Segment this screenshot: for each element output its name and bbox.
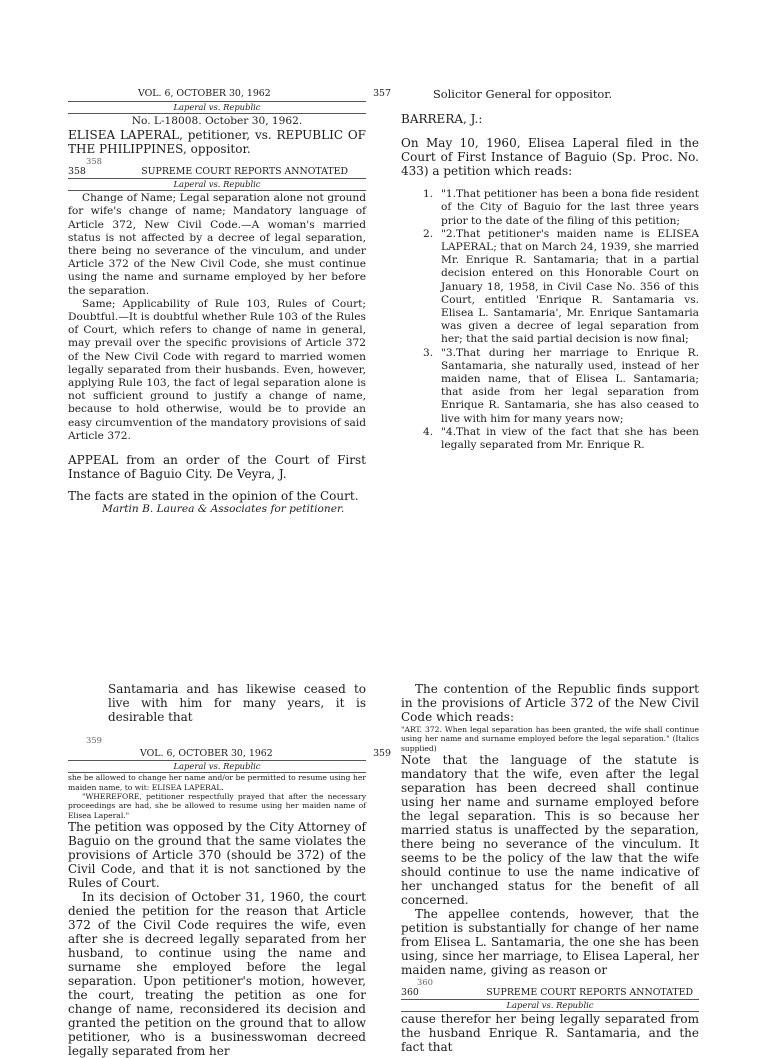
opinion-paragraph: The petition was opposed by the City Attorney of Baguio on the ground that the same violates the provisions of Article 370 (should be 372) of the Civil Code, and that it is not sanctioned by the Rules of Court. [68, 820, 366, 891]
page-marker-358: 358 [86, 156, 102, 167]
opinion-paragraph: The contention of the Republic finds support in the provisions of Article 372 of the New Civil Code which reads: [401, 682, 699, 724]
petition-item: 2. "2.That petitioner's maiden name is ELISEA LAPERAL; that on March 24, 1939, she married Mr. Enrique R. Santamaria; that in a partial decision entered on this Honorable Court on January 18, 1958, in Civil Case No. 356 of this Court, entitled 'Enrique R. Santamaria vs. Elisea L. Santamaria', Mr. Enrique Santamaria was given a decree of legal separation from her; that the said partial decision is now final; [423, 227, 699, 346]
case-parties: ELISEA LAPERAL, petitioner, vs. REPUBLIC OF THE PHILIPPINES, oppositor. [68, 128, 366, 157]
header-page-number: 358 [68, 166, 86, 178]
case-subtitle: Laperal vs. Republic [506, 1000, 594, 1011]
appeal-statement: APPEAL from an order of the Court of First Instance of Baguio City. De Veyra, J. [68, 453, 366, 482]
subtitle-rule [68, 190, 366, 191]
case-number: No. L-18008. October 30, 1962. [131, 115, 303, 127]
bottom-right-column [401, 682, 699, 1054]
header-reporter: SUPREME COURT REPORTS ANNOTATED [141, 166, 348, 178]
petition-item: 4. "4.That in view of the fact that she has been legally separated from Mr. Enrique R. [423, 425, 699, 452]
petition-fine-1: she be allowed to change her name and/or be permitted to resume using her maiden name, to wit: ELISEA LAPERAL. [68, 773, 366, 792]
syllabus-1: Change of Name; Legal separation alone not ground for wife's change of name; Mandatory language of Article 372, New Civil Code.—A woman's married status is not affected by a decree of legal separation, there being no severance of the vinculum, and under Article 372 of the New Civil Code, she must continue using the name and surname employed by her before the separation. [68, 192, 366, 297]
petition-items [423, 188, 699, 452]
counsel-oppositor: Solicitor General for oppositor. [433, 87, 613, 101]
petition-fine-2: "WHEREFORE, petitioner respectfully prayed that after the necessary proceedings are had, she be allowed to resume using her maiden name of Elisea Laperal." [68, 792, 366, 820]
opinion-paragraph: cause therefor her being legally separated from the husband Enrique R. Santamaria, and the fact that [401, 1012, 699, 1055]
case-subtitle: Laperal vs. Republic [173, 761, 261, 772]
header-page-number: 357 [373, 88, 391, 99]
opinion-paragraph: In its decision of October 31, 1960, the court denied the petition for the reason that Article 372 of the Civil Code requires the wife, even after she is decreed legally separated from her husband, to continue using the name and surname she employed before the legal separation. Upon petitioner's motion, however, the court, treating the petition as one for change of name, reconsidered its decision and granted the petition on the ground that to allow petitioner, who is a businesswoman decreed legally separated from her [68, 890, 366, 1058]
opinion-paragraph: Note that the language of the statute is mandatory that the wife, even after the legal separation has been decreed shall continue using her name and surname employed before the legal separation. This is so because her married status is unaffected by the separation, there being no severance of the vinculum. It seems to be the policy of the law that the wife should continue to use the name indicative of her unchanged status for the benefit of all concerned. [401, 753, 699, 908]
syllabus-2: Same; Applicability of Rule 103, Rules of Court; Doubtful.—It is doubtful whether Rule 103 of the Rules of Court, which refers to change of name in general, may prevail over the specific provisions of Article 372 of the New Civil Code with regard to married women legally separated from their husbands. Even, however, applying Rule 103, the fact of legal separation alone is not sufficient ground to justify a change of name, because to hold otherwise, would be to provide an easy circumvention of the mandatory provisions of said Article 372. [68, 297, 366, 442]
page-header-358 [68, 166, 366, 178]
page-header-359 [140, 748, 391, 760]
page-header-357 [138, 88, 391, 100]
header-page-number: 359 [373, 748, 391, 760]
header-volume: VOL. 6, OCTOBER 30, 1962 [140, 748, 273, 760]
facts-statement: The facts are stated in the opinion of the Court. [68, 489, 359, 504]
page-header-360 [401, 987, 699, 999]
opinion-author: BARRERA, J.: [401, 112, 483, 127]
opinion-paragraph: The appellee contends, however, that the petition is substantially for change of her name from Elisea L. Santamaria, the one she has been using, since her marriage, to Elisea Laperal, her maiden name, giving as reason or [401, 907, 699, 978]
petition-item: 3. "3.That during her marriage to Enrique R. Santamaria, she naturally used, instead of her maiden name, that of Elisea L. Santamaria; that aside from her legal separation from Enrique R. Santamaria, she has also ceased to live with him for many years now; [423, 346, 699, 425]
page-marker-360: 360 [417, 977, 433, 988]
bottom-left-column [68, 682, 391, 1058]
opinion-intro: On May 10, 1960, Elisea Laperal filed in the Court of First Instance of Baguio (Sp. Proc. No. 433) a petition which reads: [401, 136, 699, 179]
petition-item: 1. "1.That petitioner has been a bona fide resident of the City of Baguio for the last three years prior to the date of the filing of this petition; [423, 188, 699, 227]
header-page-number: 360 [401, 987, 419, 999]
top-right-column [401, 88, 699, 452]
counsel-petitioner: Martin B. Laurea & Associates for petitioner. [102, 503, 345, 516]
case-subtitle: Laperal vs. Republic [173, 102, 261, 112]
petition-continuation: Santamaria and has likewise ceased to live with him for many years, it is desirable that [108, 682, 366, 724]
subtitle-rule [68, 113, 366, 114]
case-subtitle: Laperal vs. Republic [173, 179, 261, 190]
statute-quote: "ART. 372. When legal separation has been granted, the wife shall continue using her name and surname employed before the legal separation." (Italics supplied) [401, 725, 699, 753]
header-volume: VOL. 6, OCTOBER 30, 1962 [138, 88, 271, 99]
header-reporter: SUPREME COURT REPORTS ANNOTATED [486, 987, 693, 999]
top-left-column [68, 88, 391, 516]
page-marker-359: 359 [86, 735, 102, 745]
